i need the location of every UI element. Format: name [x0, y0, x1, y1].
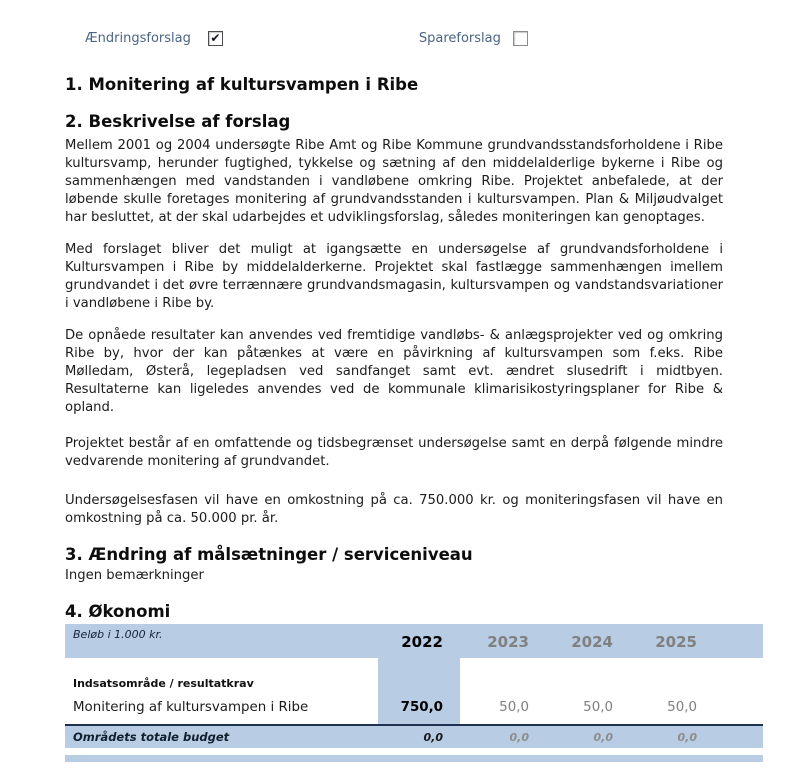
description-paragraph: Undersøgelsesfasen vil have en omkostning på ca. 750.000 kr. og moniteringsfasen vil have en omkostning på ca. 50.000 pr. år. — [65, 493, 723, 526]
description-paragraph: Projektet består af en omfattende og tidsbegrænset undersøgelse samt en derpå følgende mindre vedvarende monitering af grundvandet. — [65, 436, 723, 469]
gap-cell — [460, 658, 546, 672]
economy-table-header-row — [65, 624, 763, 658]
checkmark-icon: ✔ — [210, 31, 221, 45]
total-value-2024: 0,0 — [593, 731, 613, 744]
value-2025: 50,0 — [667, 700, 697, 715]
total-value-2023: 0,0 — [509, 731, 529, 744]
year-header-2025: 2025 — [630, 624, 714, 658]
gap-cell — [65, 658, 378, 672]
active-year-column-highlight — [378, 658, 460, 672]
table-bottom-gap — [65, 748, 763, 755]
economy-table — [65, 624, 763, 762]
header-spacer-cell — [714, 624, 763, 658]
section-2-description-heading: 2. Beskrivelse af forslag — [65, 112, 291, 131]
goals-remark-text: Ingen bemærkninger — [65, 568, 204, 583]
gap-cell — [546, 672, 630, 694]
row-label: Monitering af kultursvampen i Ribe — [73, 700, 309, 715]
next-section-band-cutoff — [65, 755, 763, 762]
amendment-proposal-checkbox[interactable] — [208, 31, 223, 46]
gap-cell — [714, 658, 763, 672]
year-header-2022: 2022 — [378, 624, 460, 658]
amounts-unit-caption: Beløb i 1.000 kr. — [65, 624, 378, 658]
description-paragraph: Mellem 2001 og 2004 undersøgte Ribe Amt og Ribe Kommune grundvandsstandsforholdene i Ribe kultursvamp, herunder fugtighed, tykkelse og sætning af den middelalderlige bykerne i Ribe og sammenhængen med vandstanden i vandløbene omkring Ribe. Projektet anbefalede, at der løbende skulle foretages monitering af grundvandsstanden i kultursvampen. Plan & Miljøudvalget har besluttet, at der skal udarbejdes et udviklingsforslag, således moniteringen kan genoptages. — [65, 138, 723, 225]
table-group-header-row — [65, 672, 763, 694]
value-2022: 750,0 — [378, 694, 460, 724]
value-2024: 50,0 — [583, 700, 613, 715]
gap-cell — [630, 672, 714, 694]
amendment-proposal-label: Ændringsforslag — [85, 31, 191, 46]
section-4-economy-heading: 4. Økonomi — [65, 602, 171, 621]
table-gap-row — [65, 658, 763, 672]
savings-proposal-label: Spareforslag — [418, 31, 501, 46]
gap-cell — [460, 672, 546, 694]
total-value-2022: 0,0 — [423, 731, 443, 744]
gap-cell — [714, 694, 763, 724]
year-header-2023: 2023 — [460, 624, 546, 658]
proposal-type-row — [65, 0, 787, 46]
gap-cell — [714, 726, 763, 748]
active-year-column-highlight — [378, 672, 460, 694]
value-2023: 50,0 — [499, 700, 529, 715]
description-paragraph: Med forslaget bliver det muligt at igangsætte en undersøgelse af grundvandsforholdene i Kultursvampen i Ribe by middelalderkerne. Projektet skal fastlægge sammenhængen imellem grundvandet i det øvre terrænnære grundvandsmagasin, kultursvampen og vandstandsvariationer i vandløbene i Ribe by. — [65, 242, 723, 311]
section-3-goals-heading: 3. Ændring af målsætninger / serviceniveau — [65, 545, 473, 564]
gap-cell — [714, 672, 763, 694]
table-total-row — [65, 724, 763, 748]
group-header-label: Indsatsområde / resultatkrav — [73, 677, 254, 690]
year-header-2024: 2024 — [546, 624, 630, 658]
description-paragraph: De opnåede resultater kan anvendes ved fremtidige vandløbs- & anlægsprojekter ved og omkring Ribe by, hvor der kan påtænkes at være en påvirkning af kultursvampen som f.eks. Ribe Mølledam, Østerå, legepladsen ved sandfanget samt evt. ændret slusedrift i midtbyen. Resultaterne kan ligeledes anvendes ved de kommunale klimarisikostyringsplaner for Ribe & opland. — [65, 328, 723, 415]
savings-proposal-checkbox[interactable] — [513, 31, 528, 46]
total-row-label: Områdets totale budget — [73, 730, 230, 744]
total-value-2025: 0,0 — [677, 731, 697, 744]
table-row — [65, 694, 763, 724]
gap-cell — [630, 658, 714, 672]
section-1-title-heading: 1. Monitering af kultursvampen i Ribe — [65, 75, 419, 94]
gap-cell — [546, 658, 630, 672]
